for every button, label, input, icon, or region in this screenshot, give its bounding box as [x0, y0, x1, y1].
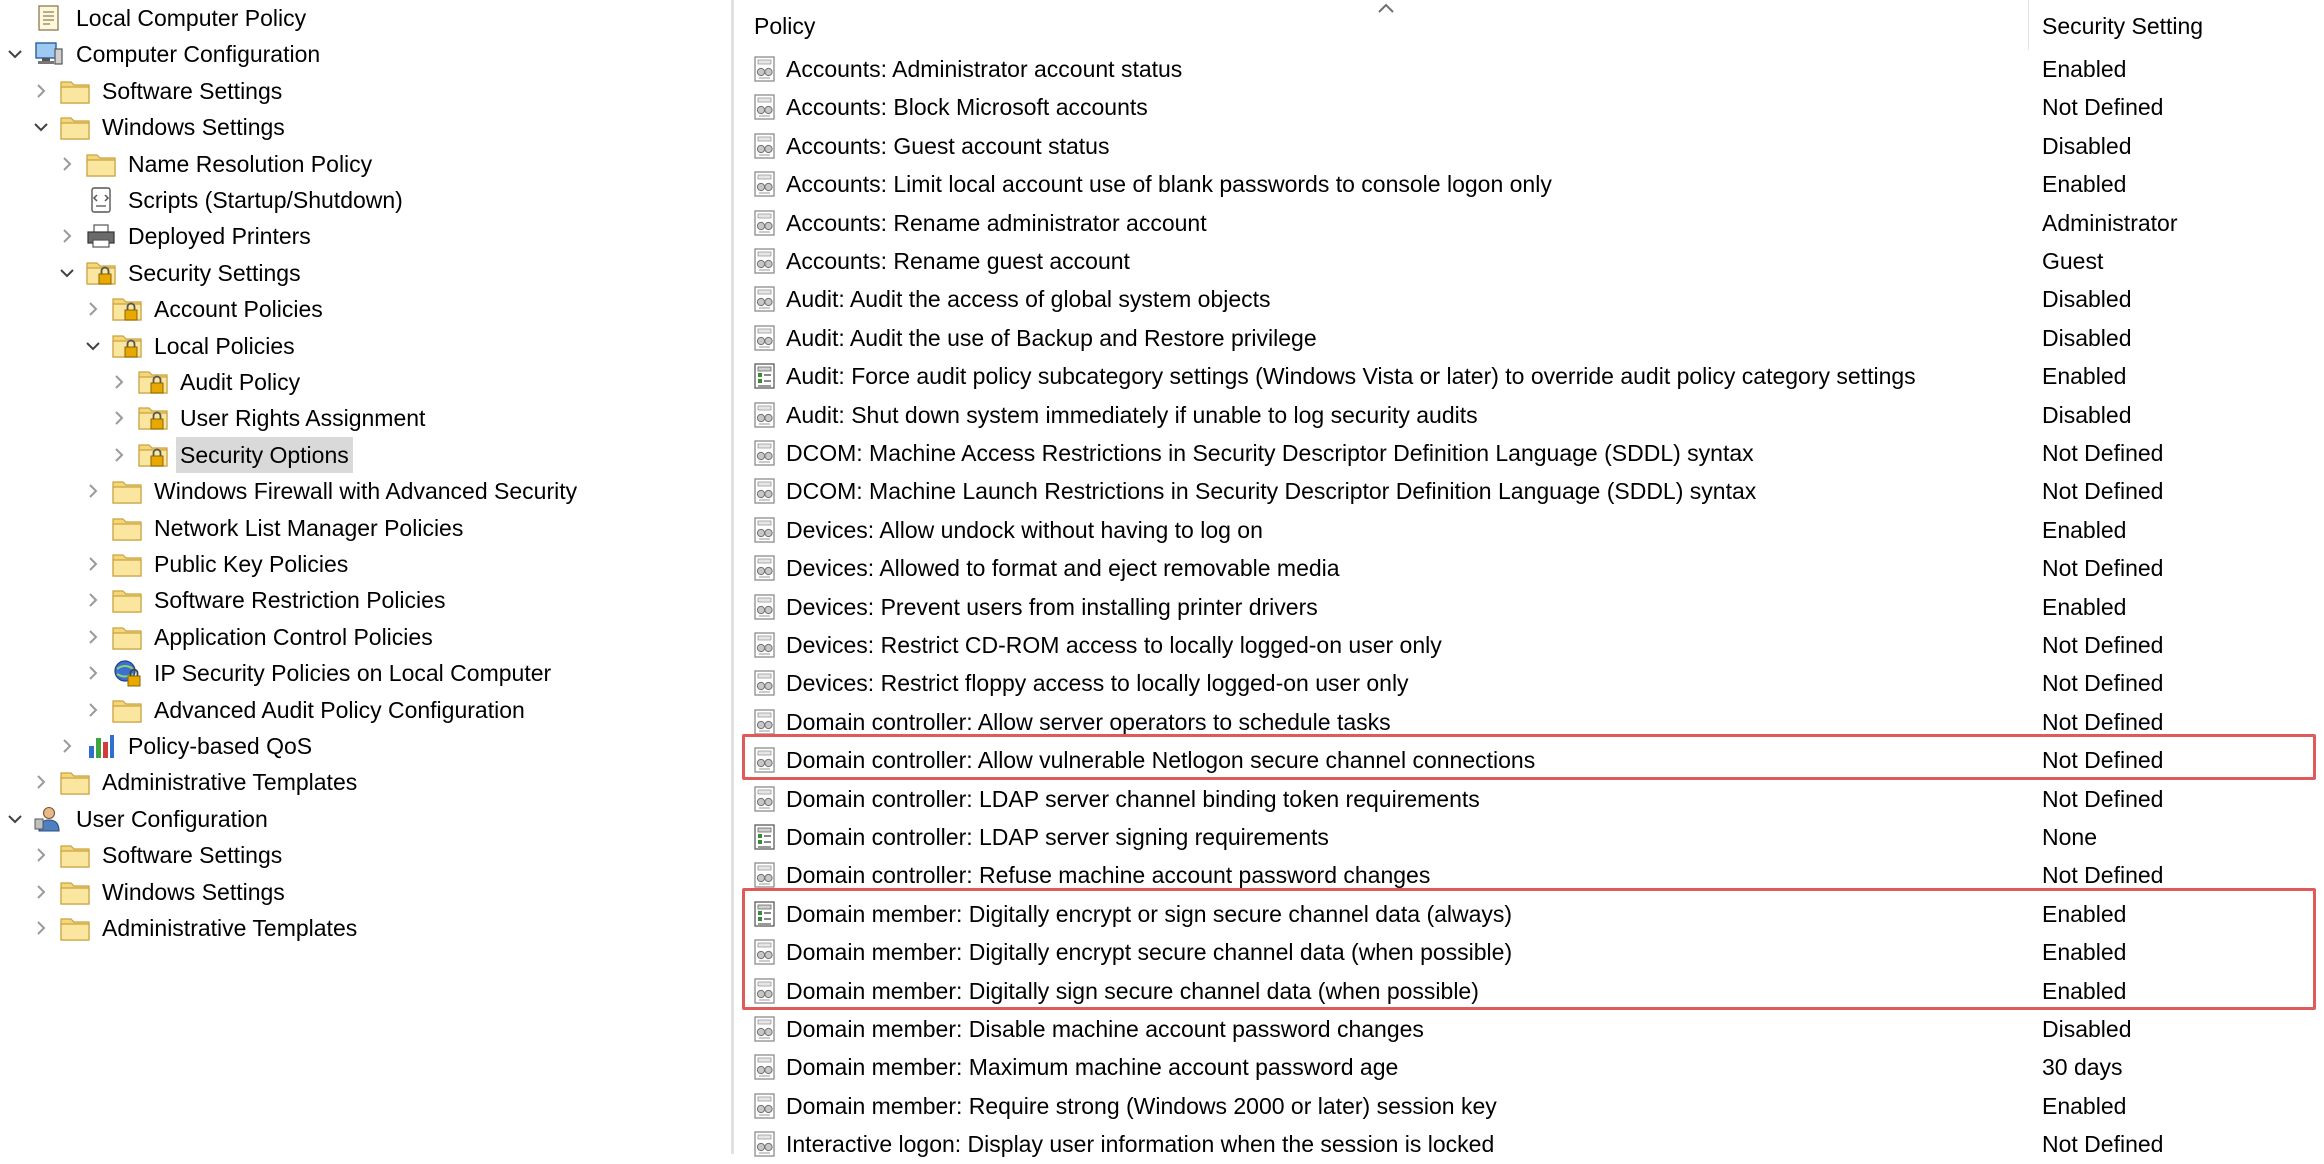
- security-setting-value: 30 days: [2042, 1054, 2123, 1080]
- tree-node-user-rights-assignment[interactable]: [108, 400, 429, 436]
- policy-defined-icon: [752, 823, 778, 851]
- folder-icon: [112, 476, 142, 506]
- folder-icon: [112, 695, 142, 725]
- folder-icon: [112, 549, 142, 579]
- security-folder-icon: [138, 403, 168, 433]
- security-folder-icon: [112, 294, 142, 324]
- policy-row[interactable]: [736, 88, 2324, 126]
- policy-name: Domain member: Digitally encrypt secure channel data (when possible): [786, 939, 1513, 965]
- security-setting-value: Disabled: [2042, 402, 2132, 428]
- tree-node-ip-security-policies[interactable]: [82, 655, 555, 691]
- policy-name: Devices: Allowed to format and eject removable media: [786, 555, 1340, 581]
- policy-setting-icon: [752, 708, 778, 736]
- policy-row[interactable]: [736, 549, 2324, 587]
- policy-name: Audit: Shut down system immediately if unable to log security audits: [786, 402, 1478, 428]
- chevron-right-icon[interactable]: [82, 655, 104, 691]
- policy-list-pane[interactable]: [736, 0, 2324, 1157]
- chevron-right-icon[interactable]: [30, 764, 52, 800]
- policy-setting-icon: [752, 593, 778, 621]
- folder-icon: [60, 913, 90, 943]
- chevron-right-icon[interactable]: [82, 582, 104, 618]
- policy-setting-icon: [752, 785, 778, 813]
- tree-node-label: Advanced Audit Policy Configuration: [154, 697, 525, 723]
- folder-icon: [60, 877, 90, 907]
- policy-name: Domain controller: Allow vulnerable Netlogon secure channel connections: [786, 747, 1536, 773]
- chevron-right-icon[interactable]: [30, 73, 52, 109]
- tree-node-label: Account Policies: [154, 296, 323, 322]
- tree-node-label: Local Computer Policy: [76, 5, 307, 31]
- security-setting-value: Disabled: [2042, 1016, 2132, 1042]
- security-setting-value: Enabled: [2042, 171, 2127, 197]
- tree-node-label: Network List Manager Policies: [154, 515, 464, 541]
- tree-node-windows-firewall[interactable]: [82, 473, 581, 509]
- security-setting-value: Enabled: [2042, 56, 2127, 82]
- policy-setting-icon: [752, 401, 778, 429]
- policy-row[interactable]: [736, 396, 2324, 434]
- security-setting-value: Not Defined: [2042, 862, 2164, 888]
- security-setting-value: Not Defined: [2042, 747, 2164, 773]
- policy-row[interactable]: [736, 204, 2324, 242]
- security-setting-value: None: [2042, 824, 2097, 850]
- expander-spacer: [56, 182, 78, 218]
- expander-spacer: [4, 0, 26, 36]
- policy-row[interactable]: [736, 1125, 2324, 1163]
- chevron-down-icon[interactable]: [30, 109, 52, 145]
- tree-node-account-policies[interactable]: [82, 291, 327, 327]
- tree-node-deployed-printers[interactable]: [56, 218, 315, 254]
- policy-name: Audit: Force audit policy subcategory settings (Windows Vista or later) to override audit policy category settings: [786, 363, 1916, 389]
- chevron-right-icon[interactable]: [30, 837, 52, 873]
- tree-node-label: Security Options: [176, 437, 353, 473]
- sort-ascending-icon: [1376, 2, 1396, 14]
- tree-node-scripts-startup-shutdown[interactable]: [56, 182, 407, 218]
- policy-name: Domain controller: Allow server operators to schedule tasks: [786, 709, 1391, 735]
- policy-setting-icon: [752, 477, 778, 505]
- security-setting-value: Disabled: [2042, 133, 2132, 159]
- folder-icon: [60, 767, 90, 797]
- tree-node-local-computer-policy[interactable]: [4, 0, 310, 36]
- security-setting-value: Enabled: [2042, 594, 2127, 620]
- policy-setting-icon: [752, 1092, 778, 1120]
- tree-node-label: Audit Policy: [180, 369, 301, 395]
- policy-name: DCOM: Machine Launch Restrictions in Security Descriptor Definition Language (SDDL) syntax: [786, 478, 1757, 504]
- policy-row[interactable]: [736, 1048, 2324, 1086]
- printer-icon: [86, 221, 116, 251]
- tree-node-label: Name Resolution Policy: [128, 151, 373, 177]
- security-setting-value: Enabled: [2042, 978, 2127, 1004]
- tree-node-user-software-settings[interactable]: [30, 837, 286, 873]
- chevron-right-icon[interactable]: [108, 364, 130, 400]
- policy-row[interactable]: [736, 127, 2324, 165]
- policy-name: Accounts: Limit local account use of blank passwords to console logon only: [786, 171, 1552, 197]
- policy-row[interactable]: [736, 664, 2324, 702]
- security-setting-value: Administrator: [2042, 210, 2178, 236]
- policy-setting-icon: [752, 554, 778, 582]
- tree-node-label: IP Security Policies on Local Computer: [154, 660, 552, 686]
- chevron-down-icon[interactable]: [4, 801, 26, 837]
- policy-name: Domain controller: Refuse machine account password changes: [786, 862, 1431, 888]
- policy-name: Domain member: Require strong (Windows 2000 or later) session key: [786, 1093, 1497, 1119]
- policy-name: Devices: Restrict CD-ROM access to locally logged-on user only: [786, 632, 1442, 658]
- policy-name: Devices: Prevent users from installing printer drivers: [786, 594, 1318, 620]
- security-setting-value: Guest: [2042, 248, 2104, 274]
- chevron-down-icon[interactable]: [4, 36, 26, 72]
- security-setting-value: Not Defined: [2042, 555, 2164, 581]
- folder-icon: [86, 149, 116, 179]
- security-folder-icon: [138, 367, 168, 397]
- tree-node-label: Deployed Printers: [128, 223, 311, 249]
- policy-name: Audit: Audit the use of Backup and Restore privilege: [786, 325, 1317, 351]
- column-header-policy[interactable]: Policy: [754, 13, 816, 39]
- folder-icon: [112, 585, 142, 615]
- highlight-box-netlogon: [742, 734, 2316, 780]
- policy-name: Domain member: Digitally encrypt or sign secure channel data (always): [786, 901, 1513, 927]
- tree-node-label: Administrative Templates: [102, 769, 358, 795]
- chevron-right-icon[interactable]: [108, 400, 130, 436]
- policy-name: Domain member: Maximum machine account password age: [786, 1054, 1399, 1080]
- computer-icon: [34, 39, 64, 69]
- policy-doc-icon: [34, 3, 64, 33]
- policy-setting-icon: [752, 209, 778, 237]
- policy-setting-icon: [752, 55, 778, 83]
- policy-row[interactable]: [736, 165, 2324, 203]
- script-icon: [86, 185, 116, 215]
- list-header: [736, 0, 2324, 50]
- policy-name: Audit: Audit the access of global system objects: [786, 286, 1271, 312]
- chevron-right-icon[interactable]: [56, 218, 78, 254]
- policy-name: Domain member: Disable machine account password changes: [786, 1016, 1424, 1042]
- security-setting-value: Not Defined: [2042, 632, 2164, 658]
- policy-row[interactable]: [736, 511, 2324, 549]
- security-folder-icon: [138, 440, 168, 470]
- tree-node-label: Windows Settings: [102, 114, 285, 140]
- policy-setting-icon: [752, 170, 778, 198]
- folder-icon: [60, 112, 90, 142]
- policy-setting-icon: [752, 631, 778, 659]
- security-setting-value: Disabled: [2042, 286, 2132, 312]
- tree-node-label: User Configuration: [76, 806, 268, 832]
- policy-setting-icon: [752, 439, 778, 467]
- policy-setting-icon: [752, 1015, 778, 1043]
- policy-name: Accounts: Rename administrator account: [786, 210, 1207, 236]
- tree-node-label: Windows Firewall with Advanced Security: [154, 478, 578, 504]
- policy-name: Accounts: Block Microsoft accounts: [786, 94, 1148, 120]
- policy-row[interactable]: [736, 280, 2324, 318]
- chevron-right-icon[interactable]: [82, 291, 104, 327]
- policy-setting-icon: [752, 861, 778, 889]
- policy-row[interactable]: [736, 588, 2324, 626]
- tree-node-label: Policy-based QoS: [128, 733, 313, 759]
- tree-node-software-settings[interactable]: [30, 73, 286, 109]
- policy-name: Devices: Restrict floppy access to locally logged-on user only: [786, 670, 1409, 696]
- security-setting-value: Not Defined: [2042, 478, 2164, 504]
- tree-node-security-settings[interactable]: [56, 255, 305, 291]
- policy-name: Domain member: Digitally sign secure channel data (when possible): [786, 978, 1479, 1004]
- security-setting-value: Enabled: [2042, 939, 2127, 965]
- tree-node-computer-configuration[interactable]: [4, 36, 324, 72]
- tree-node-label: Software Settings: [102, 78, 283, 104]
- chevron-down-icon[interactable]: [56, 255, 78, 291]
- tree-node-network-list-manager[interactable]: [82, 510, 467, 546]
- expander-spacer: [82, 510, 104, 546]
- security-setting-value: Not Defined: [2042, 1131, 2164, 1157]
- security-setting-value: Enabled: [2042, 517, 2127, 543]
- tree-node-label: Public Key Policies: [154, 551, 349, 577]
- tree-node-audit-policy[interactable]: [108, 364, 304, 400]
- tree-node-software-restriction-policies[interactable]: [82, 582, 449, 618]
- tree-node-local-policies[interactable]: [82, 328, 299, 364]
- policy-row[interactable]: [736, 242, 2324, 280]
- tree-node-user-administrative-templates[interactable]: [30, 910, 361, 946]
- policy-row[interactable]: [736, 472, 2324, 510]
- chevron-right-icon[interactable]: [30, 910, 52, 946]
- policy-row[interactable]: [736, 818, 2324, 856]
- chevron-right-icon[interactable]: [82, 619, 104, 655]
- highlight-box-domain-member: [742, 888, 2316, 1010]
- column-separator[interactable]: [2028, 0, 2029, 50]
- policy-name: Accounts: Administrator account status: [786, 56, 1183, 82]
- tree-node-label: Software Restriction Policies: [154, 587, 446, 613]
- tree-node-label: User Rights Assignment: [180, 405, 426, 431]
- tree-node-label: Local Policies: [154, 333, 295, 359]
- tree-node-user-configuration[interactable]: [4, 801, 272, 837]
- security-setting-value: Enabled: [2042, 1093, 2127, 1119]
- policy-row[interactable]: [736, 357, 2324, 395]
- security-setting-value: Disabled: [2042, 325, 2132, 351]
- security-setting-value: Enabled: [2042, 363, 2127, 389]
- folder-icon: [60, 76, 90, 106]
- chevron-right-icon[interactable]: [56, 728, 78, 764]
- tree-node-advanced-audit-policy[interactable]: [82, 692, 529, 728]
- tree-node-label: Scripts (Startup/Shutdown): [128, 187, 403, 213]
- policy-setting-icon: [752, 516, 778, 544]
- policy-row[interactable]: [736, 1087, 2324, 1125]
- chevron-right-icon[interactable]: [82, 473, 104, 509]
- tree-node-label: Security Settings: [128, 260, 301, 286]
- chevron-right-icon[interactable]: [82, 692, 104, 728]
- chevron-down-icon[interactable]: [82, 328, 104, 364]
- column-header-security-setting[interactable]: Security Setting: [2042, 13, 2204, 39]
- tree-node-public-key-policies[interactable]: [82, 546, 352, 582]
- policy-name: Accounts: Guest account status: [786, 133, 1110, 159]
- tree-node-windows-settings[interactable]: [30, 109, 289, 145]
- chevron-right-icon[interactable]: [56, 146, 78, 182]
- folder-icon: [112, 622, 142, 652]
- pane-splitter[interactable]: [731, 0, 734, 1154]
- policy-row[interactable]: [736, 1010, 2324, 1048]
- policy-name: Domain controller: LDAP server signing requirements: [786, 824, 1329, 850]
- policy-setting-icon: [752, 93, 778, 121]
- tree-node-label: Computer Configuration: [76, 41, 321, 67]
- folder-icon: [112, 513, 142, 543]
- user-icon: [34, 804, 64, 834]
- tree-node-administrative-templates[interactable]: [30, 764, 361, 800]
- policy-name: Devices: Allow undock without having to log on: [786, 517, 1263, 543]
- security-setting-value: Not Defined: [2042, 786, 2164, 812]
- chevron-right-icon[interactable]: [30, 874, 52, 910]
- security-setting-value: Not Defined: [2042, 709, 2164, 735]
- chevron-right-icon[interactable]: [82, 546, 104, 582]
- chevron-right-icon[interactable]: [108, 437, 130, 473]
- policy-setting-icon: [752, 324, 778, 352]
- policy-setting-icon: [752, 285, 778, 313]
- tree-node-application-control-policies[interactable]: [82, 619, 437, 655]
- policy-name: Interactive logon: Display user information when the session is locked: [786, 1131, 1495, 1157]
- policy-setting-icon: [752, 669, 778, 697]
- security-setting-value: Not Defined: [2042, 670, 2164, 696]
- tree-node-label: Software Settings: [102, 842, 283, 868]
- folder-icon: [60, 840, 90, 870]
- security-setting-value: Enabled: [2042, 901, 2127, 927]
- tree-node-policy-based-qos[interactable]: [56, 728, 316, 764]
- console-tree-pane[interactable]: [0, 0, 728, 1154]
- policy-setting-icon: [752, 247, 778, 275]
- policy-row[interactable]: [736, 780, 2324, 818]
- security-folder-icon: [112, 331, 142, 361]
- policy-row[interactable]: [736, 50, 2324, 88]
- security-setting-value: Not Defined: [2042, 440, 2164, 466]
- security-setting-value: Not Defined: [2042, 94, 2164, 120]
- policy-name: Domain controller: LDAP server channel binding token requirements: [786, 786, 1480, 812]
- security-folder-icon: [86, 258, 116, 288]
- tree-node-label: Windows Settings: [102, 879, 285, 905]
- policy-defined-icon: [752, 362, 778, 390]
- policy-name: DCOM: Machine Access Restrictions in Security Descriptor Definition Language (SDDL) syntax: [786, 440, 1754, 466]
- policy-row[interactable]: [736, 434, 2324, 472]
- policy-setting-icon: [752, 132, 778, 160]
- tree-node-label: Application Control Policies: [154, 624, 433, 650]
- tree-node-user-windows-settings[interactable]: [30, 874, 289, 910]
- policy-row[interactable]: [736, 626, 2324, 664]
- tree-node-label: Administrative Templates: [102, 915, 358, 941]
- qos-chart-icon: [86, 731, 116, 761]
- policy-name: Accounts: Rename guest account: [786, 248, 1130, 274]
- ipsec-icon: [112, 658, 142, 688]
- policy-row[interactable]: [736, 319, 2324, 357]
- tree-node-name-resolution-policy[interactable]: [56, 146, 376, 182]
- tree-node-security-options[interactable]: [108, 437, 353, 473]
- policy-setting-icon: [752, 1053, 778, 1081]
